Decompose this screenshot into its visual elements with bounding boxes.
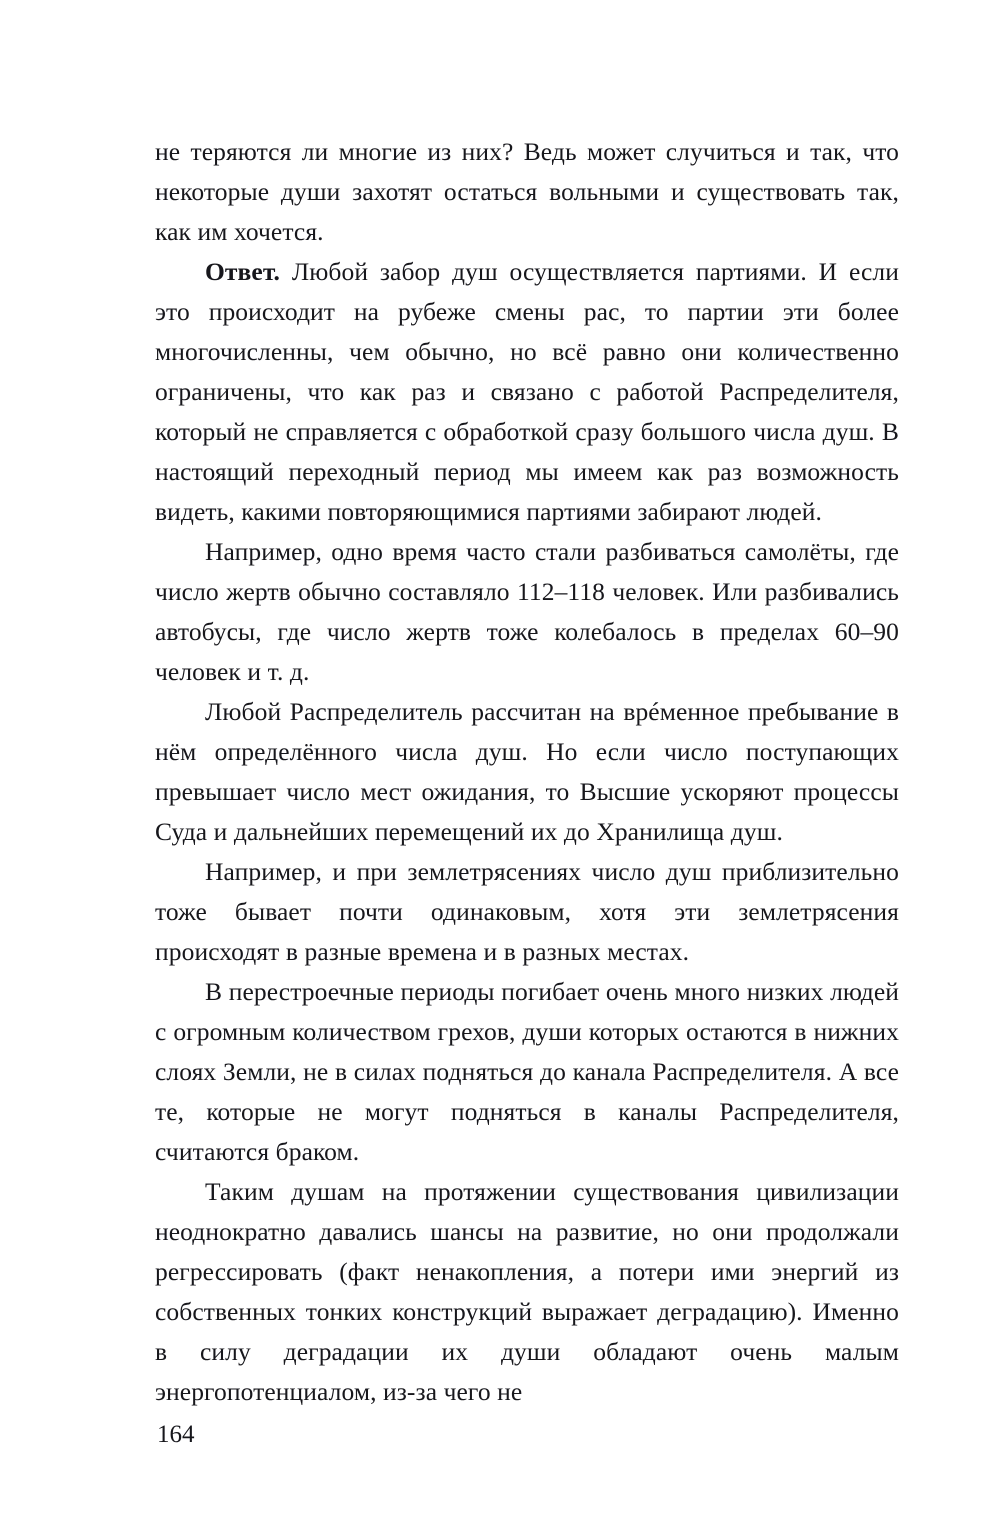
paragraph-perestroika bbox=[155, 972, 899, 1172]
body-text-block bbox=[155, 132, 899, 1412]
paragraph-text: Любой забор душ осуществляется партиями. И если это происходит на рубеже смены рас, то партии эти более многочисленны, чем обычно, но всё равно они количественно ограничены, что как раз и связано с работой Распределителя, который не справляется с обработкой сразу большого числа душ. В настоящий переходный период мы имеем как раз возможность видеть, какими повторяющимися партиями забирают людей. bbox=[155, 257, 899, 526]
spacer bbox=[280, 257, 292, 286]
paragraph-degradation bbox=[155, 1172, 899, 1412]
paragraph-text: Например, одно время часто стали разбиваться самолёты, где число жертв обычно составляло 112–118 человек. Или разбивались автобусы, где число жертв тоже колебалось в пределах 60–90 человек и т. д. bbox=[155, 537, 899, 686]
answer-label: Ответ. bbox=[205, 257, 281, 286]
paragraph-earthquakes bbox=[155, 852, 899, 972]
paragraph-text: Например, и при землетрясениях число душ приблизительно тоже бывает почти одинаковым, хотя эти землетрясения происходят в разные времена и в разных местах. bbox=[155, 857, 899, 966]
paragraph-text: не теряются ли многие из них? Ведь может случиться и так, что некоторые души захотят остаться вольными и существовать так, как им хочется. bbox=[155, 137, 899, 246]
paragraph-text: Таким душам на протяжении существования цивилизации неоднократно давались шансы на развитие, но они продолжали регрессировать (факт ненакопления, а потери ими энергий из собственных тонких конструкций выражает деградацию). Именно в силу деградации их души обладают очень малым энергопотенциалом, из-за чего не bbox=[155, 1177, 899, 1406]
paragraph-continued bbox=[155, 132, 899, 252]
paragraph-text: Любой Распределитель рассчитан на врéменное пребывание в нём определённого числа душ. Но если число поступающих превышает число мест ожидания, то Высшие ускоряют процессы Суда и дальнейших перемещений их до Хранилища душ. bbox=[155, 697, 899, 846]
paragraph-example-planes bbox=[155, 532, 899, 692]
paragraph-answer bbox=[155, 252, 899, 532]
page-number: 164 bbox=[157, 1421, 195, 1448]
paragraph-distributor bbox=[155, 692, 899, 852]
paragraph-text: В перестроечные периоды погибает очень много низких людей с огромным количеством грехов, души которых остаются в нижних слоях Земли, не в силах подняться до канала Распределителя. А все те, которые не могут подняться в каналы Распределителя, считаются браком. bbox=[155, 977, 899, 1166]
